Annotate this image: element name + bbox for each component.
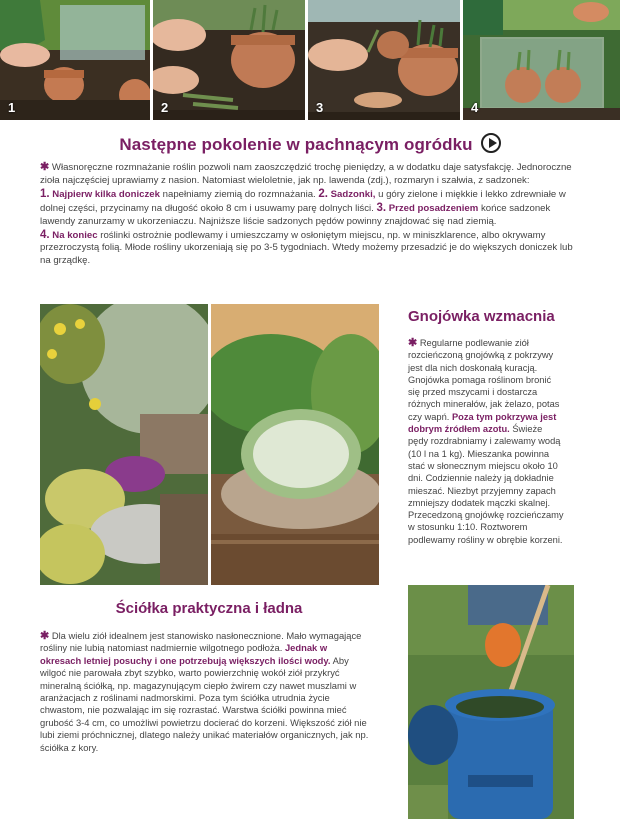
rock-garden-photo <box>40 304 208 585</box>
step-3-number: 3. <box>376 201 387 214</box>
step-2-text: u góry zielone i miękkie i lekko zdrewniałe w dolnej części, przycinamy na długość około 8 cm i usuwamy parę dolnych liści. <box>40 188 566 214</box>
strip-photo-4 <box>463 0 620 120</box>
intro-paragraph: Własnoręczne rozmnażanie roślin pozwoli nam zaoszczędzić trochę pieniędzy, a w dodatku daje satysfakcję. Jednoroczne zioła najczęściej uprawiamy z nasion. Natomiast wieloletnie, jak np. lawenda (zdj.), rozmaryn i szałwia, z sadzonek: <box>40 162 572 186</box>
mulch-text <box>40 630 370 754</box>
propagation-text <box>40 161 585 268</box>
strip-photo-2 <box>153 0 305 120</box>
step-number-4: 4 <box>471 100 479 115</box>
play-icon[interactable] <box>481 133 501 153</box>
step-4-number: 4. <box>40 228 50 241</box>
nettle-paragraph-2: Świeże pędy rozdrabniamy i zalewamy wodą (10 l na 1 kg). Mieszanka powinna stać w słonecznym miejscu około 10 dni. Codziennie należy ją dokładnie mieszać. Niezbyt przyjemny zapach zmniejszy dodatek mączki skalnej. Przecedzoną gnojówkę rozcieńczamy w stosunku 1:10. Roztworem podlewamy rośliny w obrębie korzeni. <box>408 424 564 545</box>
rock-garden-image <box>40 304 208 585</box>
step-2-number: 2. <box>318 187 328 200</box>
step-1-highlight: Najpierw kilka doniczek <box>52 188 160 200</box>
step-2-highlight: Sadzonki, <box>330 188 376 200</box>
mulch-highlight: Jednak w okresach letniej posuchy i one potrzebują większych ilości wody. <box>40 642 331 666</box>
nettle-barrel-photo <box>408 585 574 819</box>
thyme-box-image <box>211 304 379 585</box>
nettle-highlight: Poza tym pokrzywa jest dobrym źródłem azotu. <box>408 411 557 435</box>
step-1-number: 1. <box>40 187 50 200</box>
strip-photo-3-image <box>308 0 460 120</box>
section-title-nettle: Gnojówka wzmacnia <box>408 308 555 325</box>
asterisk-icon: ✱ <box>40 630 50 642</box>
step-4-highlight: Na koniec <box>52 229 98 241</box>
thyme-box-photo <box>211 304 379 585</box>
asterisk-icon: ✱ <box>408 337 418 349</box>
photo-strip <box>0 0 620 120</box>
strip-photo-2-image <box>153 0 305 120</box>
step-4-text: roślinki ostrożnie podlewamy i umieszczamy w osłoniętym miejscu, np. w miniszklarence, albo okrywamy przezroczystą folią. Młode rośliny ukorzeniają się po 3-5 tygodniach. Wtedy możemy przesadzić je do większych doniczek lub na grządkę. <box>40 229 573 267</box>
strip-photo-1 <box>0 0 150 120</box>
strip-photo-3 <box>308 0 460 120</box>
step-3-text: końce sadzonek lawendy zanurzamy w ukorzeniaczu. Najniższe liście sadzonych pędów powinny znajdować się nad ziemią. <box>40 202 551 227</box>
step-number-3: 3 <box>316 100 324 115</box>
nettle-text <box>408 337 564 546</box>
section-title-mulch: Ściółka praktyczna i ładna <box>115 600 303 617</box>
nettle-barrel-image <box>408 585 574 819</box>
asterisk-icon: ✱ <box>40 161 50 173</box>
section-title-propagation-text: Następne pokolenie w pachnącym ogródku <box>119 135 473 154</box>
nettle-paragraph-1: Regularne podlewanie ziół rozcieńczoną gnojówką z pokrzywy jest dla nich doskonałą kuracją. Gnojówka pomaga roślinom bronić się przed mszycami i dostarcza różnych minerałów, jak żelazo, potas czy wapń. <box>408 338 560 422</box>
strip-photo-1-image <box>0 0 150 120</box>
step-3-highlight: Przed posadzeniem <box>388 202 479 214</box>
step-number-1: 1 <box>8 100 16 115</box>
mulch-paragraph-2: Aby wilgoć nie parowała zbyt szybko, warto powierzchnię wokół ziół przykryć mineralną ściółką, np. magazynującym ciepło żwirem czy nawet muszlami w aranżacjach z roślinami nadmorskimi. Poza tym ściółka utrudnia życie chwastom, nie pozwalając im się rozrastać. Warstwa ściółki powinna mieć grubość 3-4 cm, co umożliwi powietrzu docierać do korzeni. Większość ziół nie lubi ziemi próchnicznej, dlatego należy unikać materiałów organicznych, jak np. ściółka z kory. <box>40 654 369 753</box>
step-1-text: napełniamy ziemią do rozmnażania. <box>162 188 316 200</box>
mulch-paragraph-1: Dla wielu ziół idealnem jest stanowisko nasłonecznione. Mało wymagające rośliny nie lubią natomiast nadmiernie wilgotnego podłoża. <box>40 630 362 654</box>
section-title-propagation <box>0 133 620 155</box>
step-number-2: 2 <box>161 100 169 115</box>
strip-photo-4-image <box>463 0 620 120</box>
